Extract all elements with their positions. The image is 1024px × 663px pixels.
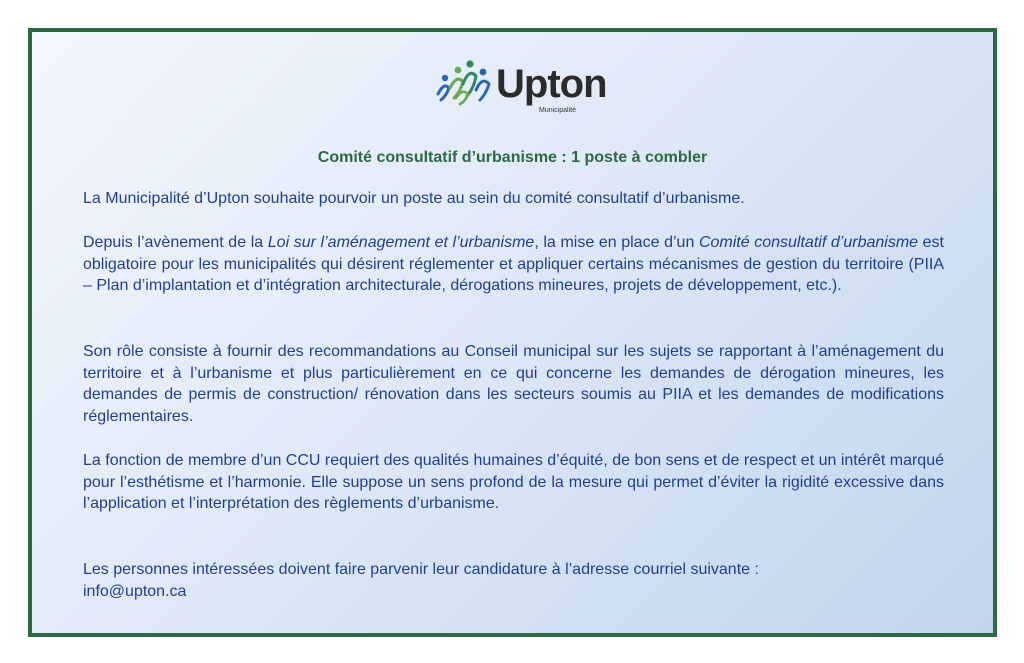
paragraph-application — [83, 559, 944, 602]
application-text: Les personnes intéressées doivent faire parvenir leur candidature à l’adresse courriel suivante : — [83, 561, 759, 578]
notice-frame — [28, 28, 997, 637]
paragraph-intro: La Municipalité d’Upton souhaite pourvoir un poste au sein du comité consultatif d’urbanisme. — [83, 190, 745, 207]
notice-title: Comité consultatif d’urbanisme : 1 poste à combler — [317, 149, 708, 166]
committee-name-italic: Comité consultatif d’urbanisme — [698, 234, 919, 251]
upton-logo — [436, 58, 607, 114]
law-title-italic: Loi sur l’aménagement et l’urbanisme — [267, 234, 535, 251]
contact-email-link[interactable]: info@upton.ca — [83, 582, 187, 600]
paragraph-law-part-e: est obligatoire pour les municipalités qui désirent réglementer et appliquer certains mécanismes de gestion du territoire (PIIA – Plan d’implantation et d’intégration architecturale, dérogations mineures, projets de développement, etc.). — [83, 234, 944, 294]
paragraph-role: Son rôle consiste à fournir des recommandations au Conseil municipal sur les sujets se rapportant à l’aménagement du territoire et à l’urbanisme et plus particulièrement en ce qui concerne les demandes de dérogation mineures, les demandes de permis de construction/ rénovation dans les secteurs soumis au PIIA et les demandes de modifications réglementaires. — [83, 343, 944, 425]
paragraph-law-part-a: Depuis l’avènement de la — [83, 234, 268, 251]
logo-wordmark: Upton — [496, 62, 607, 106]
paragraph-law-part-c: , la mise en place d’un — [534, 234, 699, 251]
people-emblem-icon — [436, 58, 498, 108]
logo-subtitle: Municipalité — [539, 107, 576, 114]
paragraph-law — [83, 232, 944, 297]
paragraph-qualities: La fonction de membre d’un CCU requiert des qualités humaines d’équité, de bon sens et de respect et un intérêt marqué pour l’esthétisme et l’harmonie. Elle suppose un sens profond de la mesure qui permet d’éviter la rigidité excessive dans l’application et l’interprétation des règlements d’urbanisme. — [83, 452, 944, 512]
